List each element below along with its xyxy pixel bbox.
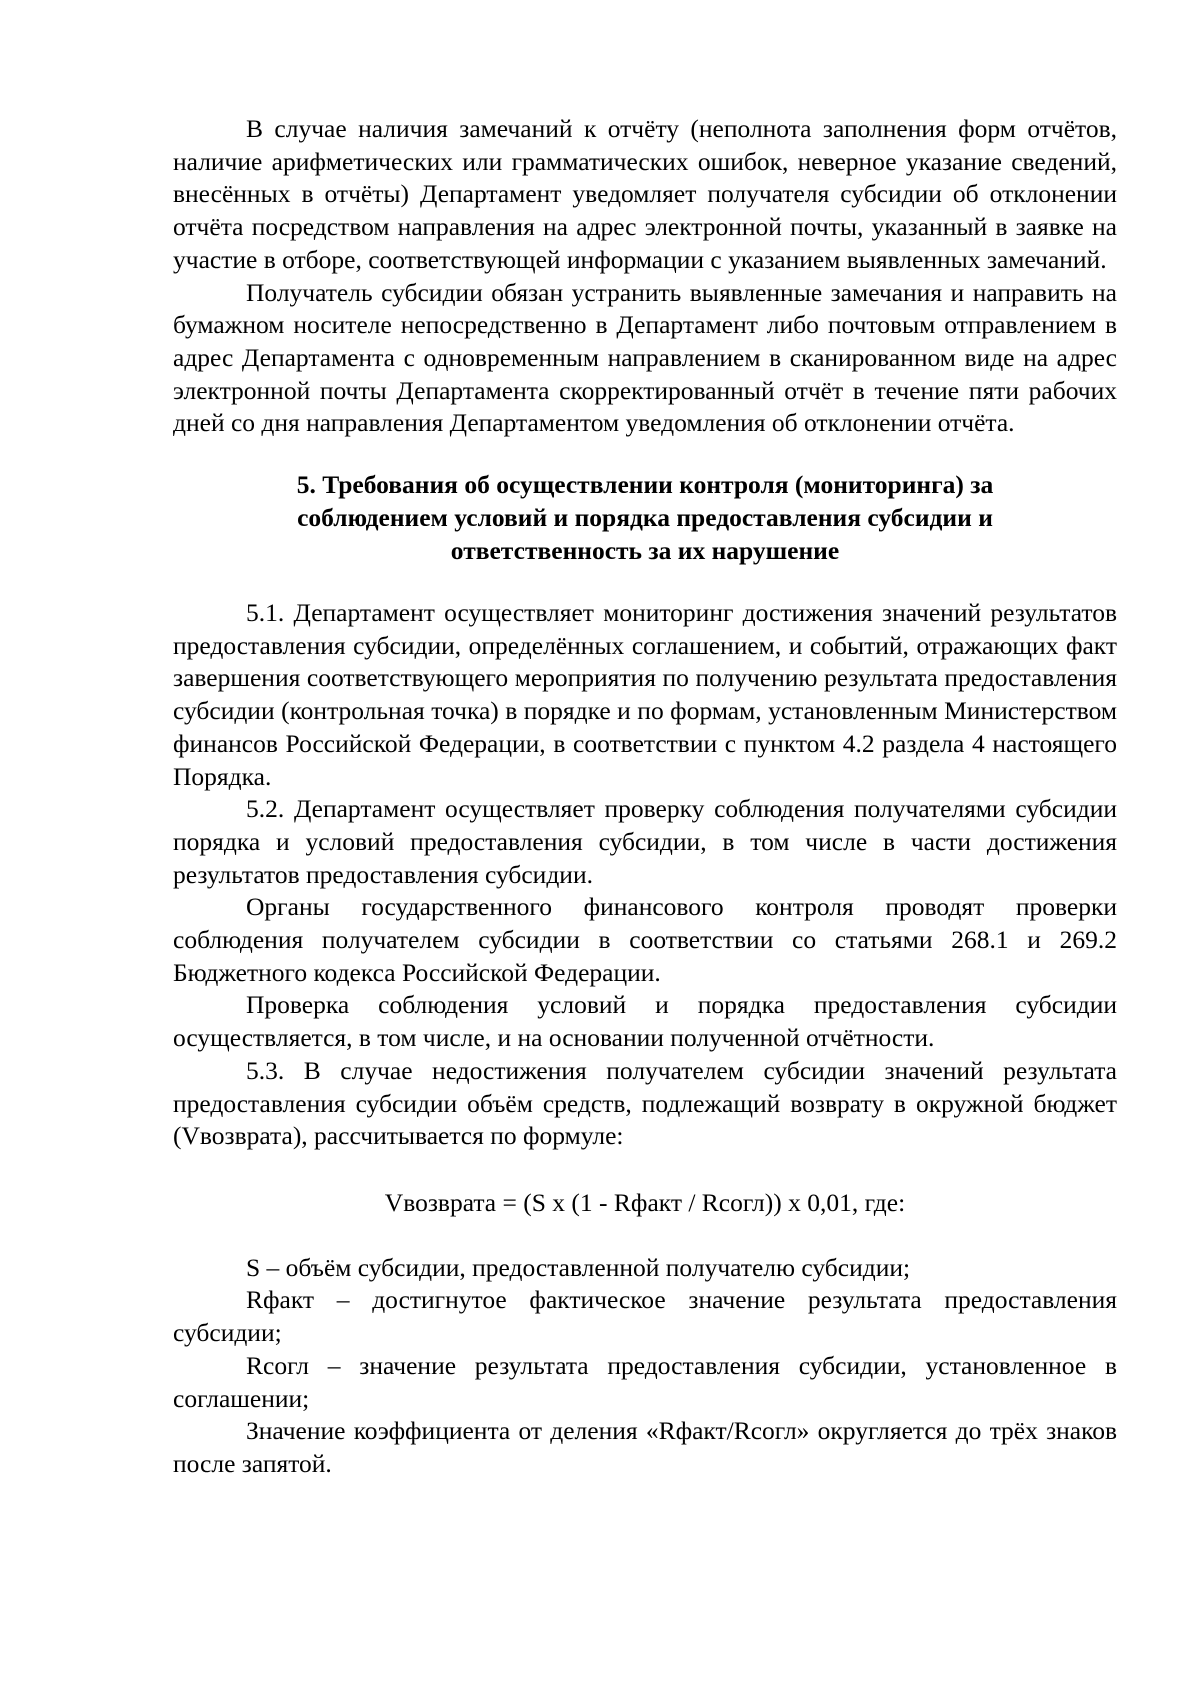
paragraph-rfact-definition: Rфакт – достигнутое фактическое значение результата предоставления субсидии; (173, 1285, 1117, 1348)
paragraph-coefficient-rounding: Значение коэффициента от деления «Rфакт/Rсогл» округляется до трёх знаков после запятой. (173, 1416, 1117, 1478)
section-5-heading-line-2: соблюдением условий и порядка предоставления субсидии и (297, 503, 993, 533)
refund-formula: Vвозврата = (S x (1 - Rфакт / Rсогл)) x 0,01, где: (384, 1187, 906, 1217)
paragraph-5-2-verification: 5.2. Департамент осуществляет проверку соблюдения получателями субсидии порядка и условий предоставления субсидии, в том числе в части достижения результатов предоставления субсидии. (173, 794, 1117, 889)
paragraph-s-definition: S – объём субсидии, предоставленной получателю субсидии; (246, 1252, 911, 1282)
paragraph-rsogl-definition: Rсогл – значение результата предоставления субсидии, установленное в соглашении; (173, 1350, 1117, 1413)
paragraph-5-3-refund: 5.3. В случае недостижения получателем субсидии значений результата предоставления субсидии объём средств, подлежащий возврату в окружной бюджет (Vвозврата), рассчитывается по формуле: (173, 1055, 1117, 1151)
paragraph-remarks-notification: В случае наличия замечаний к отчёту (неполнота заполнения форм отчётов, наличие арифметических или грамматических ошибок, неверное указание сведений, внесённых в отчёты) Департамент уведомляет получателя субсидии об отклонении отчёта посредством направления на адрес электронной почты, указанный в заявке на участие в отборе, соответствующей информации с указанием выявленных замечаний. (173, 114, 1117, 274)
paragraph-verification-basis: Проверка соблюдения условий и порядка предоставления субсидии осуществляется, в том числе, и на основании полученной отчётности. (173, 990, 1117, 1053)
section-5-heading (173, 468, 1117, 567)
section-5-heading-line-3: ответственность за их нарушение (450, 536, 840, 566)
paragraph-financial-control: Органы государственного финансового контроля проводят проверки соблюдения получателем субсидии в соответствии со статьями 268.1 и 269.2 Бюджетного кодекса Российской Федерации. (173, 892, 1117, 987)
paragraph-5-1-monitoring: 5.1. Департамент осуществляет мониторинг достижения значений результатов предоставления субсидии, определённых соглашением, и событий, отражающих факт завершения соответствующего мероприятия по получению результата предоставления субсидии (контрольная точка) в порядке и по формам, установленным Министерством финансов Российской Федерации, в соответствии с пунктом 4.2 раздела 4 настоящего Порядка. (173, 598, 1117, 791)
section-5-heading-line-1: 5. Требования об осуществлении контроля (мониторинга) за (296, 470, 994, 500)
paragraph-remarks-correction: Получатель субсидии обязан устранить выявленные замечания и направить на бумажном носителе непосредственно в Департамент либо почтовым отправлением в адрес Департамента с одновременным направлением в сканированном виде на адрес электронной почты Департамента скорректированный отчёт в течение пяти рабочих дней со дня направления Департаментом уведомления об отклонении отчёта. (173, 277, 1117, 438)
document-text-body (173, 113, 1117, 1481)
